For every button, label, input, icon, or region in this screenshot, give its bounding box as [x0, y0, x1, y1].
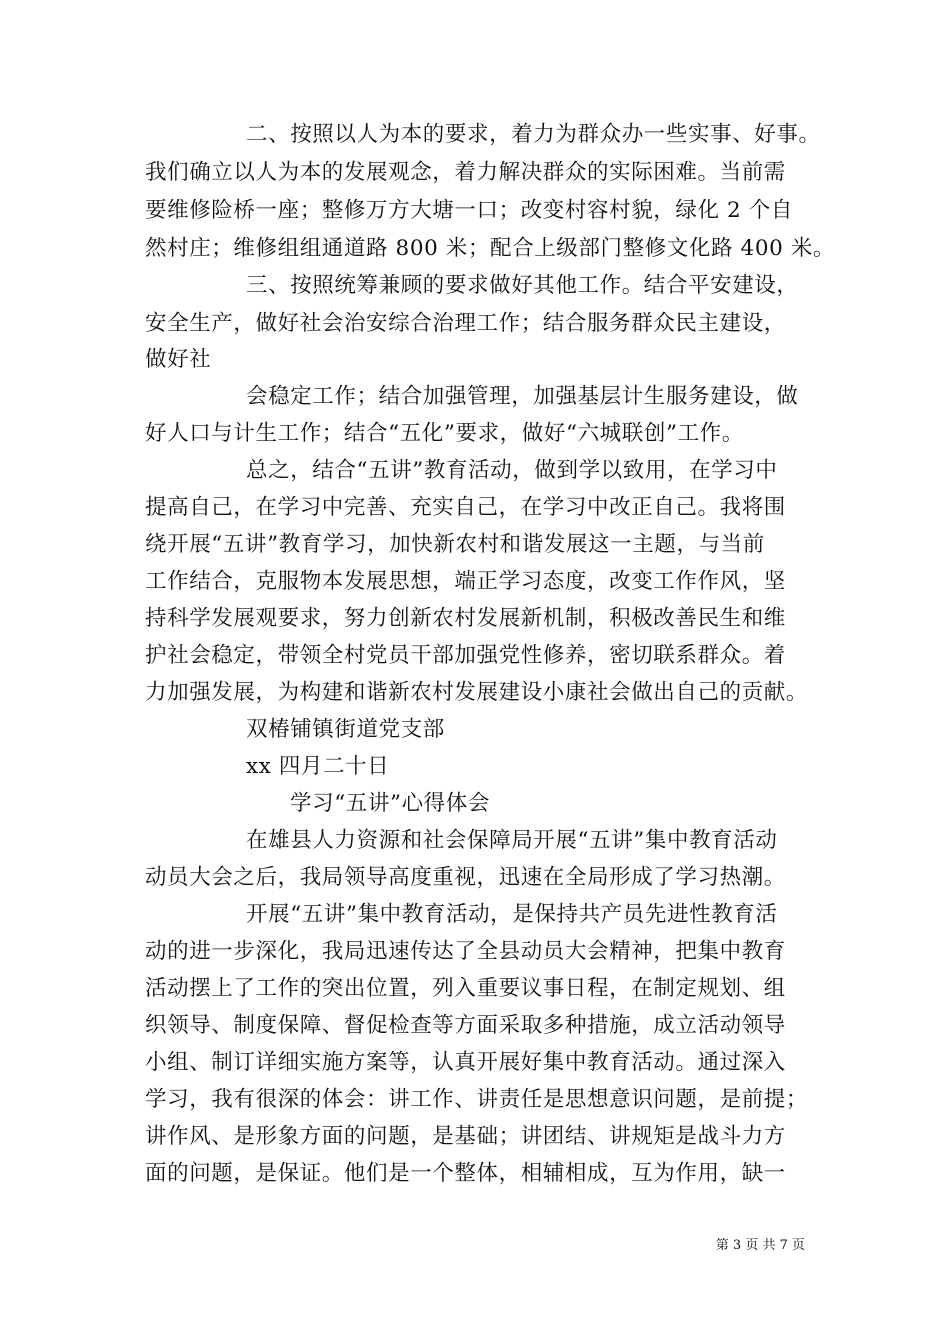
paragraph-line: 要维修险桥一座；整修万方大塘一口；改变村容村貌，绿化 2 个自 — [145, 198, 793, 223]
paragraph-line: 开展“五讲”集中教育活动，是保持共产员先进性教育活 — [246, 902, 778, 927]
paragraph-line: 持科学发展观要求，努力创新农村发展新机制，积极改善民生和维 — [145, 606, 786, 631]
paragraph-line: 我们确立以人为本的发展观念，着力解决群众的实际困难。当前需 — [145, 160, 786, 185]
paragraph-line: 面的问题，是保证。他们是一个整体，相辅相成，互为作用，缺一 — [145, 1161, 786, 1186]
paragraph-line: 好人口与计生工作；结合“五化”要求，做好“六城联创”工作。 — [145, 421, 744, 446]
paragraph-line: 二、按照以人为本的要求，着力为群众办一些实事、好事。 — [246, 122, 821, 147]
page-number-footer: 第 3 页 共 7 页 — [715, 1238, 805, 1253]
paragraph-line: 讲作风、是形象方面的问题，是基础；讲团结、讲规矩是战斗力方 — [145, 1124, 786, 1149]
paragraph-line: 学习，我有很深的体会：讲工作、讲责任是思想意识问题，是前提； — [145, 1087, 809, 1112]
paragraph-line: 在雄县人力资源和社会保障局开展“五讲”集中教育活动 — [246, 828, 778, 853]
paragraph-line: 总之，结合“五讲”教育活动，做到学以致用，在学习中 — [246, 458, 778, 483]
paragraph-line: 安全生产，做好社会治安综合治理工作；结合服务群众民主建设， — [145, 311, 786, 336]
paragraph-line: 然村庄；维修组组通道路 800 米；配合上级部门整修文化路 400 米。 — [145, 236, 836, 261]
paragraph-line: 会稳定工作；结合加强管理，加强基层计生服务建设，做 — [246, 384, 799, 409]
paragraph-line: 三、按照统筹兼顾的要求做好其他工作。结合平安建设， — [246, 273, 799, 298]
paragraph-line: 绕开展“五讲”教育学习，加快新农村和谐发展这一主题，与当前 — [145, 532, 765, 557]
signature-date: xx 四月二十日 — [246, 754, 390, 779]
paragraph-line: 护社会稳定，带领全村党员干部加强党性修养，密切联系群众。着 — [145, 643, 786, 668]
paragraph-line: 力加强发展，为构建和谐新农村发展建设小康社会做出自己的贡献。 — [145, 680, 809, 705]
paragraph-line: 工作结合，克服物本发展思想，端正学习态度，改变工作作风，坚 — [145, 569, 786, 594]
paragraph-line: 动员大会之后，我局领导高度重视，迅速在全局形成了学习热潮。 — [145, 865, 786, 890]
signature-organization: 双椿铺镇街道党支部 — [246, 717, 445, 742]
paragraph-line: 做好社 — [145, 347, 212, 372]
paragraph-line: 活动摆上了工作的突出位置，列入重要议事日程，在制定规划、组 — [145, 976, 786, 1001]
section-title: 学习“五讲”心得体会 — [290, 791, 490, 816]
paragraph-line: 织领导、制度保障、督促检查等方面采取多种措施，成立活动领导 — [145, 1013, 786, 1038]
paragraph-line: 动的进一步深化，我局迅速传达了全县动员大会精神，把集中教育 — [145, 939, 786, 964]
paragraph-line: 小组、制订详细实施方案等，认真开展好集中教育活动。通过深入 — [145, 1050, 786, 1075]
paragraph-line: 提高自己，在学习中完善、充实自己，在学习中改正自己。我将围 — [145, 495, 786, 520]
